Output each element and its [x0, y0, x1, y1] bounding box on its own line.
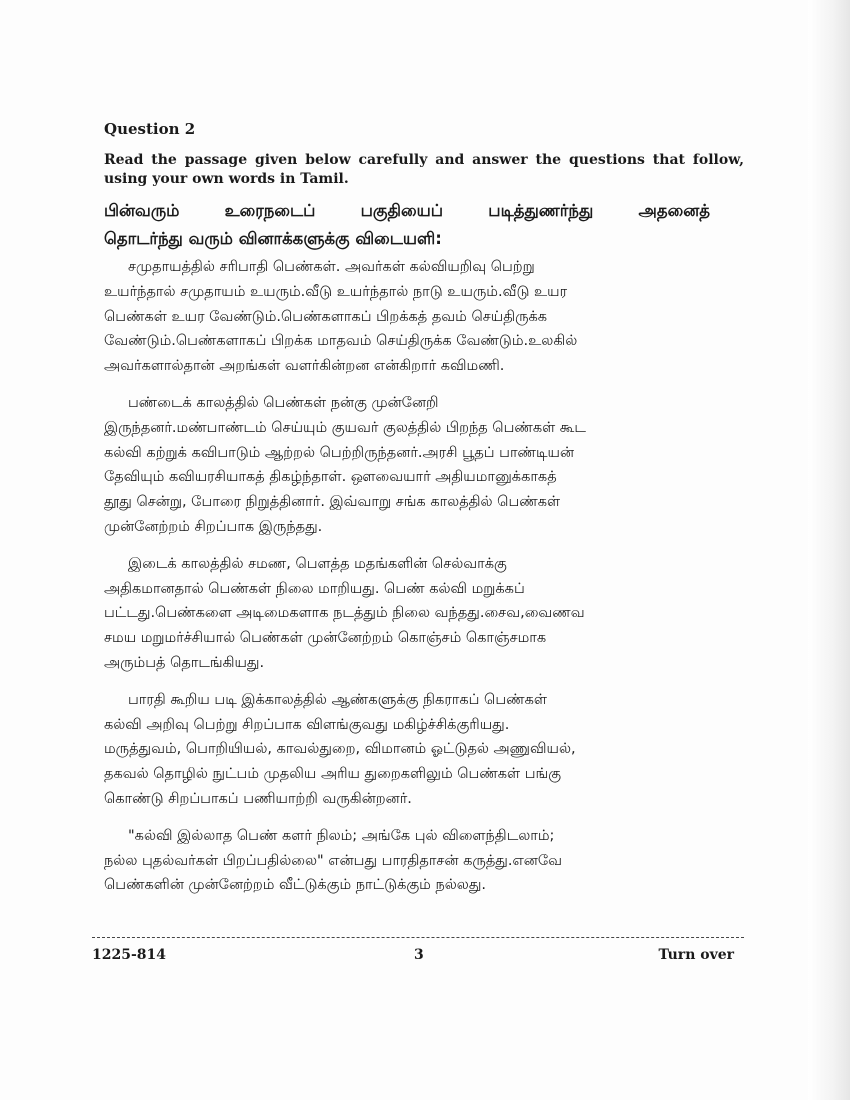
- tamil-heading-line-2: தொடர்ந்து வரும் வினாக்களுக்கு விடையளி:: [104, 229, 442, 248]
- footer-divider: [92, 937, 744, 938]
- passage-line: வேண்டும்.பெண்களாகப் பிறக்க மாதவம் செய்திருக்க வேண்டும்.உலகில்: [104, 333, 578, 350]
- passage-line: "கல்வி இல்லாத பெண் களர் நிலம்; அங்கே புல் விளைந்திடலாம்;: [128, 827, 555, 844]
- passage-line: அவர்களால்தான் அறங்கள் வளர்கின்றன என்கிறார் கவிமணி.: [104, 358, 505, 375]
- turn-over-label: Turn over: [658, 947, 734, 963]
- passage-paragraph-3: [104, 552, 710, 676]
- passage-line: கல்வி கற்றுக் கவிபாடும் ஆற்றல் பெற்றிருந்தனர்.அரசி பூதப் பாண்டியன்: [104, 444, 575, 461]
- tamil-heading-line-1: [104, 197, 710, 225]
- passage-line: பட்டது.பெண்களை அடிமைகளாக நடத்தும் நிலை வந்தது.சைவ,வைணவ: [104, 605, 585, 622]
- passage-paragraph-4: [104, 688, 710, 812]
- passage-line: பெண்களின் முன்னேற்றம் வீட்டுக்கும் நாட்டுக்கும் நல்லது.: [104, 877, 487, 894]
- passage-line: தூது சென்று, போரை நிறுத்தினார். இவ்வாறு சங்க காலத்தில் பெண்கள்: [104, 494, 561, 511]
- passage-line: பாரதி கூறிய படி இக்காலத்தில் ஆண்களுக்கு நிகராகப் பெண்கள்: [128, 691, 547, 708]
- heading-word: பின்வரும்: [104, 201, 180, 220]
- tamil-heading: [104, 197, 710, 253]
- passage-line: முன்னேற்றம் சிறப்பாக இருந்தது.: [104, 518, 323, 535]
- passage-line: பெண்கள் உயர வேண்டும்.பெண்களாகப் பிறக்கத் தவம் செய்திருக்க: [104, 308, 548, 325]
- passage-line: தகவல் தொழில் நுட்பம் முதலிய அரிய துறைகளிலும் பெண்கள் பங்கு: [104, 766, 562, 783]
- passage-line: இருந்தனர்.மண்பாண்டம் செய்யும் குயவர் குலத்தில் பிறந்த பெண்கள் கூட: [104, 419, 586, 436]
- passage: [104, 255, 710, 910]
- passage-line: இடைக் காலத்தில் சமண, பௌத்த மதங்களின் செல்வாக்கு: [128, 555, 507, 572]
- scan-edge-shadow: [808, 0, 850, 1100]
- passage-line: நல்ல புதல்வர்கள் பிறப்பதில்லை" என்பது பாரதிதாசன் கருத்து.எனவே: [104, 852, 562, 869]
- heading-word: உரைநடைப்: [224, 201, 316, 220]
- heading-word: பகுதியைப்: [360, 201, 444, 220]
- passage-line: அதிகமானதால் பெண்கள் நிலை மாறியது. பெண் கல்வி மறுக்கப்: [104, 580, 525, 597]
- passage-paragraph-5: [104, 824, 710, 898]
- page-number: 3: [414, 947, 424, 963]
- passage-line: தேவியும் கவியரசியாகத் திகழ்ந்தாள். ஔவையார் அதியமானுக்காகத்: [104, 469, 557, 486]
- heading-word: அதனைத்: [638, 201, 710, 220]
- passage-line: அரும்பத் தொடங்கியது.: [104, 654, 265, 671]
- passage-line: கல்வி அறிவு பெற்று சிறப்பாக விளங்குவது மகிழ்ச்சிக்குரியது.: [104, 716, 510, 733]
- passage-line: பண்டைக் காலத்தில் பெண்கள் நன்கு முன்னேறி: [128, 394, 439, 411]
- question-instructions: Read the passage given below carefully and answer the questions that follow, using your own words in Tamil.: [104, 152, 744, 187]
- passage-line: உயர்ந்தால் சமுதாயம் உயரும்.வீடு உயர்ந்தால் நாடு உயரும்.வீடு உயர: [104, 283, 568, 300]
- passage-line: சமய மறுமர்ச்சியால் பெண்கள் முன்னேற்றம் கொஞ்சம் கொஞ்சமாக: [104, 630, 547, 647]
- passage-paragraph-1: [104, 255, 710, 379]
- heading-word: படித்துணர்ந்து: [488, 201, 594, 220]
- passage-paragraph-2: [104, 391, 710, 540]
- passage-line: கொண்டு சிறப்பாகப் பணியாற்றி வருகின்றனர்.: [104, 790, 412, 807]
- passage-line: சமுதாயத்தில் சரிபாதி பெண்கள். அவர்கள் கல்வியறிவு பெற்று: [128, 259, 535, 275]
- passage-line: மருத்துவம், பொறியியல், காவல்துறை, விமானம் ஓட்டுதல் அணுவியல்,: [104, 741, 576, 758]
- paper-code: 1225-814: [92, 947, 166, 963]
- question-title: Question 2: [104, 120, 196, 138]
